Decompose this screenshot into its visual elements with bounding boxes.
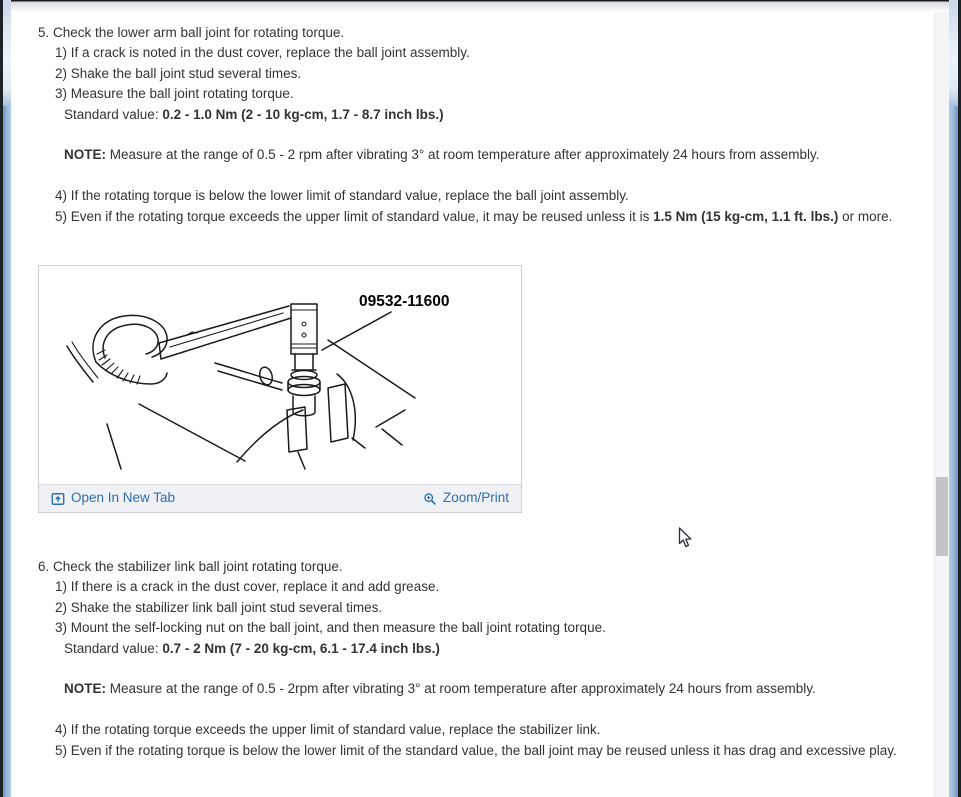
step-item: 3) Mount the self-locking nut on the ball joint, and then measure the ball joint rotating torque. — [55, 620, 606, 636]
note-label: NOTE: — [64, 147, 106, 163]
bracket-shape — [287, 407, 307, 452]
note-text: Measure at the range of 0.5 - 2rpm after vibrating 3° at room temperature after approximately 24 hours from assembly. — [106, 681, 816, 697]
step-item: 1) If a crack is noted in the dust cover, replace the ball joint assembly. — [55, 45, 470, 61]
section-heading: 5. Check the lower arm ball joint for rotating torque. — [38, 25, 345, 40]
socket-bands — [291, 344, 317, 348]
zoom-print-label: Zoom/Print — [442, 490, 509, 506]
mark-line — [352, 438, 365, 448]
step-item: 4) If the rotating torque is below the lower limit of standard value, replace the ball joint assembly. — [55, 188, 629, 204]
section-heading: 6. Check the stabilizer link ball joint rotating torque. — [38, 559, 343, 575]
socket-hole — [302, 333, 306, 337]
window-top-edge — [0, 0, 961, 12]
wrench-beam-slot — [170, 313, 283, 347]
step-item: 1) If there is a crack in the dust cover, replace it and add grease. — [55, 579, 440, 595]
step-bold-value: 1.5 Nm (15 kg-cm, 1.1 ft. lbs.) — [653, 208, 839, 224]
standard-value: 0.2 - 1.0 Nm (2 - 10 kg-cm, 1.7 - 8.7 inch lbs.) — [162, 106, 444, 122]
standard-value: 0.7 - 2 Nm (7 - 20 kg-cm, 6.1 - 17.4 inch lbs.) — [162, 640, 440, 656]
open-in-new-tab-link[interactable] — [51, 488, 175, 508]
window-left-frame-highlight — [3, 0, 11, 106]
step-text: 5) Even if the rotating torque is below the lower limit of the standard value, the ball joint may be reused unless it has drag and excessive play. — [55, 742, 897, 758]
step-item: 4) If the rotating torque exceeds the upper limit of standard value, replace the stabilizer link. — [55, 722, 601, 738]
step-item: 2) Shake the ball joint stud several times. — [55, 65, 302, 81]
bracket-shape — [328, 384, 348, 442]
wheel-arch-arc — [237, 410, 303, 462]
spacer — [38, 166, 915, 186]
window-right-frame — [949, 0, 958, 797]
section-5 — [38, 23, 915, 227]
panel-edge-line — [328, 340, 415, 398]
standard-value-label: Standard value: — [64, 106, 163, 122]
spacer — [38, 700, 915, 720]
zoom-print-link[interactable] — [423, 488, 509, 508]
bracket-tail — [298, 452, 305, 469]
tool-illustration — [39, 266, 521, 484]
label-leader-line — [322, 312, 391, 350]
open-in-new-tab-label: Open In New Tab — [71, 490, 176, 506]
standard-value-label: Standard value: — [64, 640, 163, 656]
step-text: 5) Even if the rotating torque exceeds the upper limit of standard value, it may be reused unless it is — [55, 208, 654, 224]
mark-line — [107, 424, 121, 469]
step-item: 2) Shake the stabilizer link ball joint stud several times. — [55, 599, 383, 615]
step-item — [38, 741, 915, 761]
tool-part-number: 09532-11600 — [359, 293, 450, 311]
wrench-handle-inner — [103, 324, 158, 358]
spacer — [38, 125, 915, 145]
lower-diagonal — [139, 404, 245, 461]
vertical-scrollbar[interactable] — [934, 0, 949, 797]
note-line — [38, 145, 915, 165]
open-in-new-tab-icon — [51, 492, 65, 506]
socket-hole — [302, 322, 306, 326]
step-item: 3) Measure the ball joint rotating torque. — [55, 86, 294, 102]
socket-body — [291, 304, 317, 354]
standard-value-line — [38, 105, 915, 125]
document-content — [11, 12, 915, 761]
zoom-icon — [423, 492, 437, 506]
mark-line — [376, 410, 405, 427]
spacer — [38, 659, 915, 679]
window-left-frame — [3, 0, 11, 797]
ball-joint-ellipse — [288, 385, 320, 396]
wrench-beam-end — [159, 343, 161, 359]
step-item — [38, 207, 915, 227]
mark-line — [382, 429, 402, 445]
fender-line — [67, 346, 93, 382]
scrollbar-thumb[interactable] — [936, 477, 948, 556]
step-text: or more. — [838, 208, 893, 224]
section-6 — [38, 557, 915, 761]
figure-box — [38, 265, 522, 513]
note-text: Measure at the range of 0.5 - 2 rpm after vibrating 3° at room temperature after approximately 24 hours from assembly. — [106, 147, 820, 163]
standard-value-line — [38, 639, 915, 659]
socket-neck — [292, 354, 316, 370]
window-right-frame-highlight — [949, 0, 958, 106]
note-label: NOTE: — [64, 681, 106, 697]
figure-toolbar — [39, 484, 521, 512]
note-line — [38, 679, 915, 699]
